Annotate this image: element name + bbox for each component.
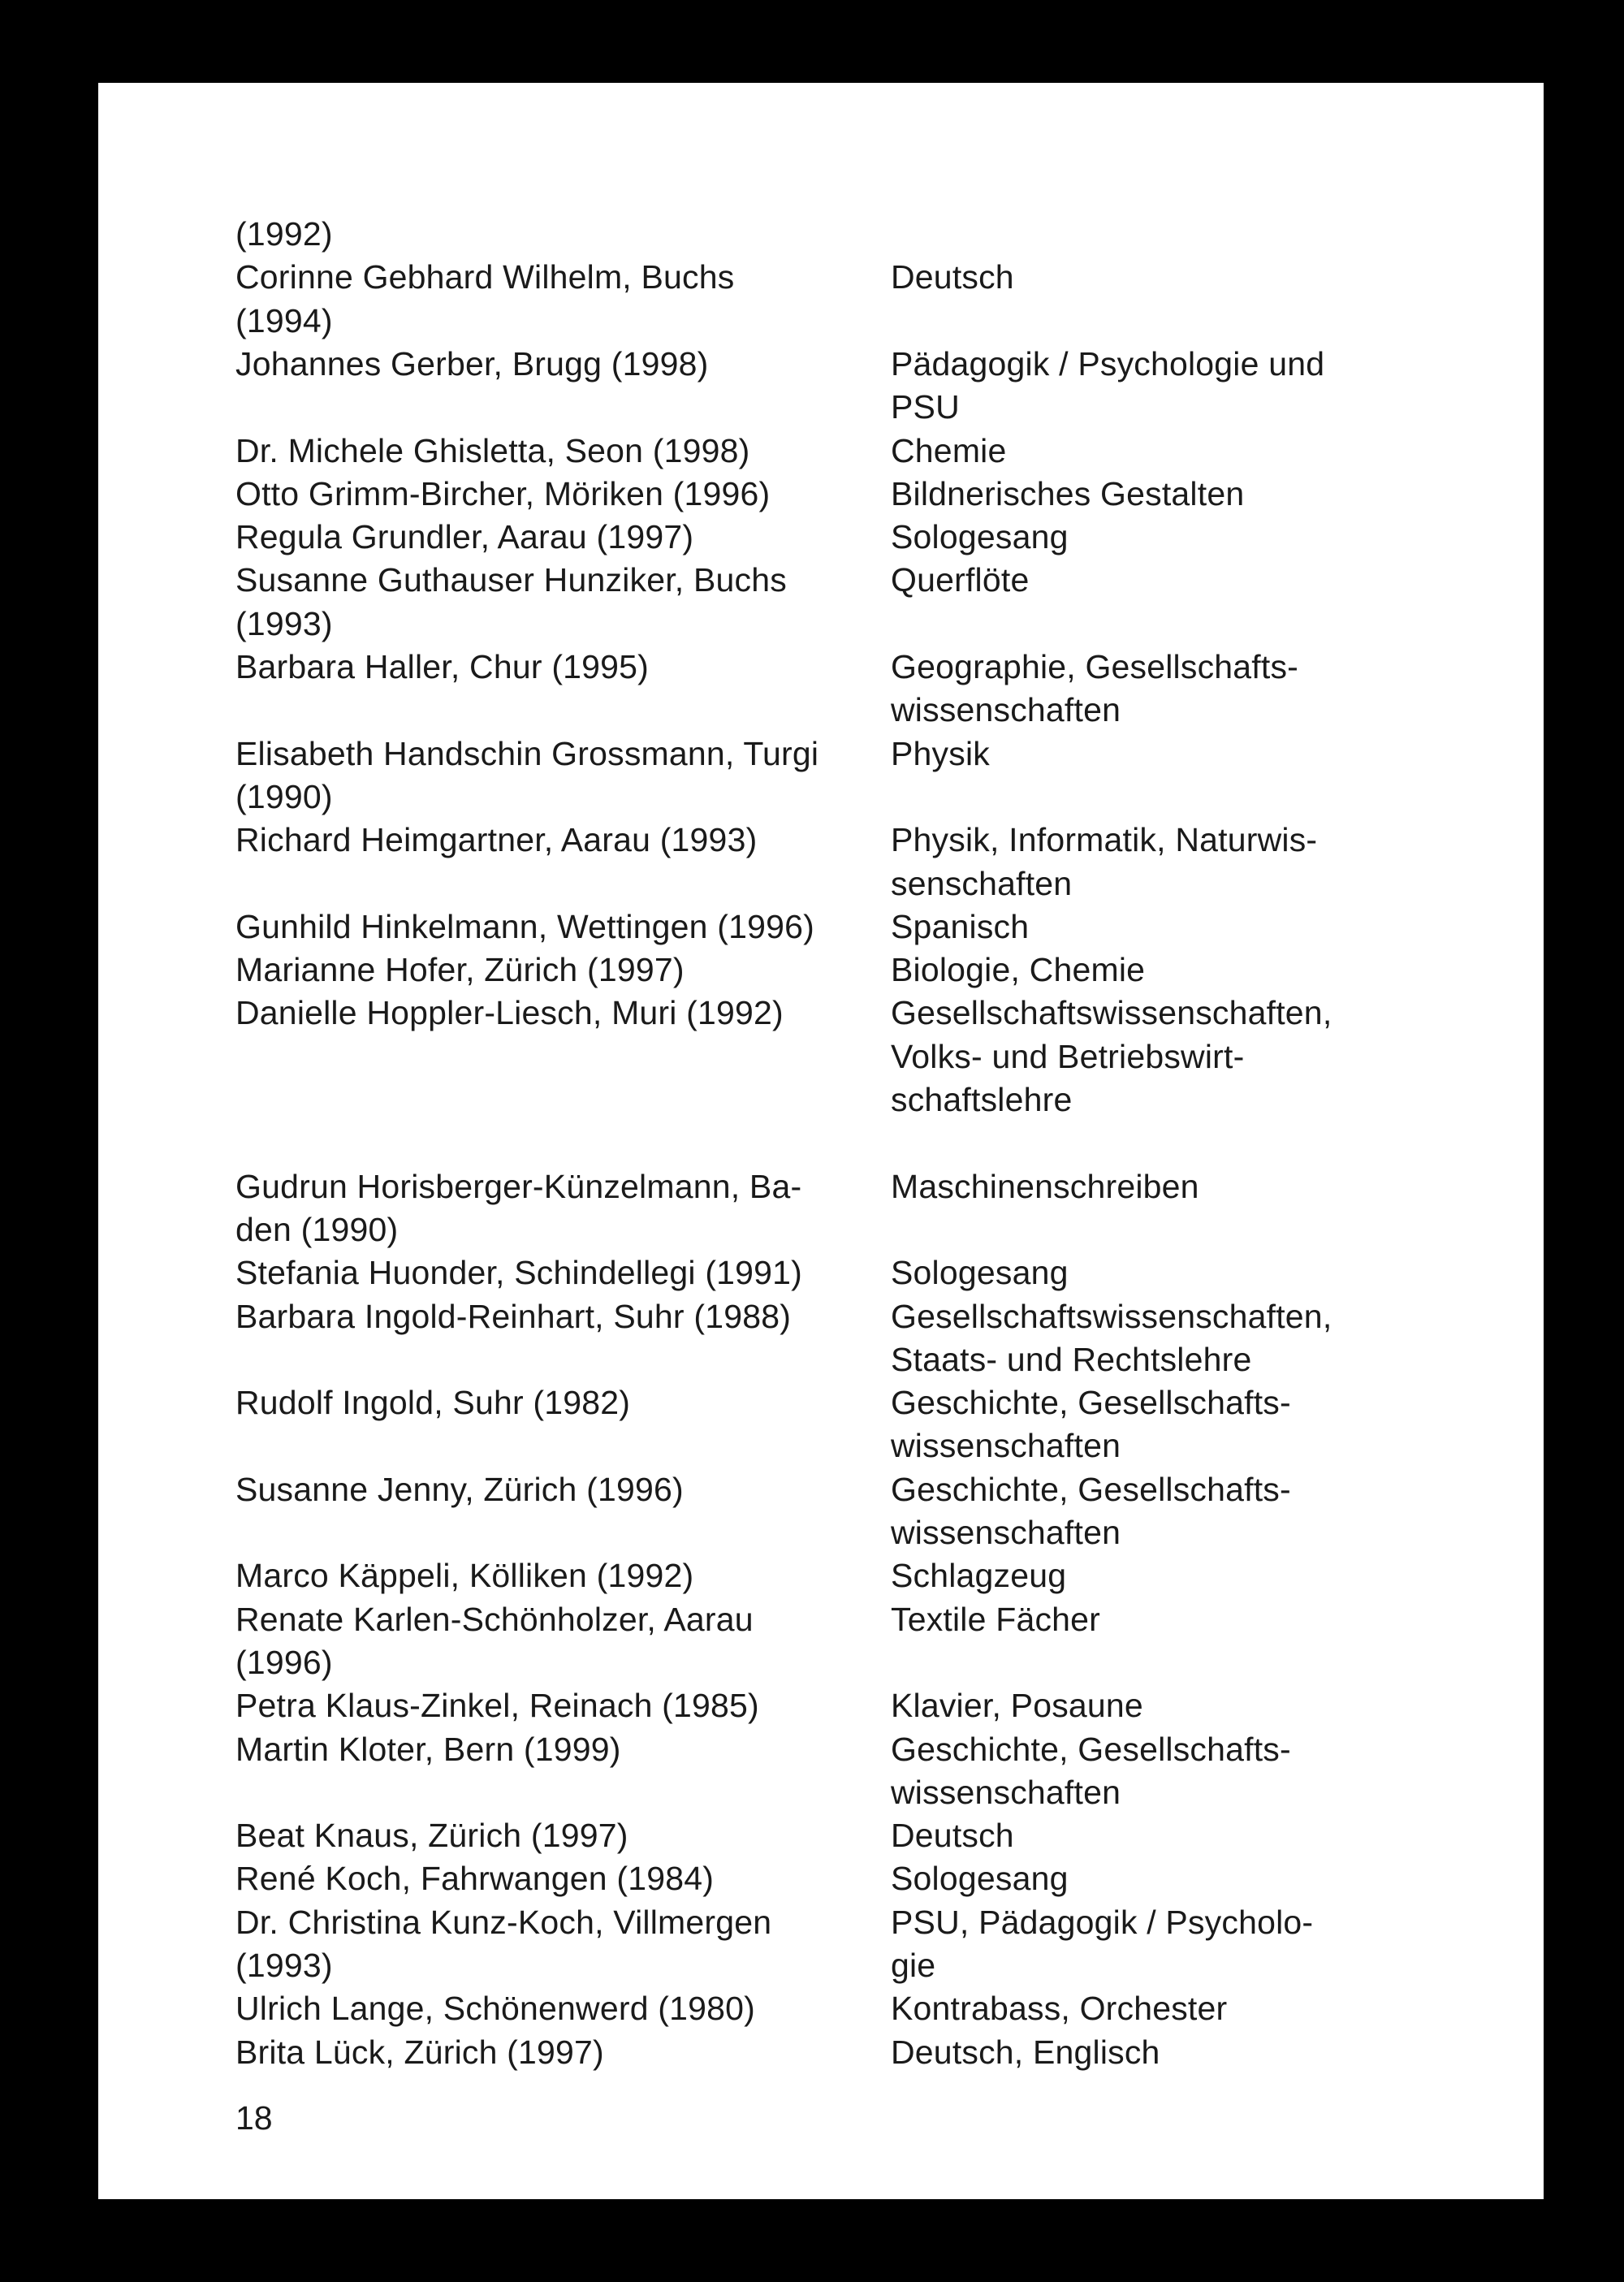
entry-subject: Gesellschaftswissenschaften, [891,994,1332,1031]
entry-name: Petra Klaus-Zinkel, Reinach (1985) [235,1687,759,1724]
entry-subject: Pädagogik / Psychologie und [891,345,1325,382]
entry-subject: Deutsch [891,258,1014,296]
entry-name: (1990) [235,778,333,815]
entry-subject: Deutsch [891,1817,1014,1854]
entry-subject: Staats- und Rechtslehre [891,1341,1252,1378]
entry-subject: Textile Fächer [891,1601,1101,1638]
entry-subject: Physik, Informatik, Naturwis- [891,821,1318,858]
entry-subject: Schlagzeug [891,1557,1067,1594]
entry-name: Beat Knaus, Zürich (1997) [235,1817,628,1854]
entry-name: (1993) [235,605,333,642]
page-number: 18 [235,2099,273,2137]
entry-name: (1996) [235,1644,333,1681]
entry-name: Susanne Guthauser Hunziker, Buchs [235,561,787,599]
entry-name: Richard Heimgartner, Aarau (1993) [235,821,758,858]
entry-subject: Geschichte, Gesellschafts- [891,1731,1291,1768]
entry-subject: Geschichte, Gesellschafts- [891,1471,1291,1508]
entry-subject: schaftslehre [891,1081,1073,1118]
entry-name: Rudolf Ingold, Suhr (1982) [235,1384,631,1421]
entry-subject: Volks- und Betriebswirt- [891,1038,1245,1075]
entry-subject: Querflöte [891,561,1030,599]
entry-subject: Sologesang [891,1254,1069,1291]
entry-subject: wissenschaften [891,1774,1121,1811]
entry-subject: wissenschaften [891,1427,1121,1464]
entry-name: Stefania Huonder, Schindellegi (1991) [235,1254,803,1291]
entry-subject: Spanisch [891,908,1030,945]
entry-subject: senschaften [891,865,1073,902]
entry-subject: Sologesang [891,1860,1069,1897]
entry-name: Barbara Ingold-Reinhart, Suhr (1988) [235,1298,792,1335]
entry-name: Dr. Christina Kunz-Koch, Villmergen [235,1904,772,1941]
entry-name: Barbara Haller, Chur (1995) [235,648,650,685]
entry-name: Corinne Gebhard Wilhelm, Buchs [235,258,735,296]
entry-subject: Sologesang [891,518,1069,555]
entry-subject: gie [891,1947,936,1984]
entry-name: (1992) [235,215,333,253]
entry-name: Susanne Jenny, Zürich (1996) [235,1471,684,1508]
entry-name: Brita Lück, Zürich (1997) [235,2033,604,2071]
entry-name: Otto Grimm-Bircher, Möriken (1996) [235,475,771,512]
entry-name: Gunhild Hinkelmann, Wettingen (1996) [235,908,814,945]
entry-subject: wissenschaften [891,1514,1121,1551]
entry-subject: Deutsch, Englisch [891,2033,1160,2071]
entry-name: Martin Kloter, Bern (1999) [235,1731,621,1768]
entry-subject: Gesellschaftswissenschaften, [891,1298,1332,1335]
entry-name: (1993) [235,1947,333,1984]
entry-name: René Koch, Fahrwangen (1984) [235,1860,715,1897]
document-page [98,83,1544,2199]
entry-name: Ulrich Lange, Schönenwerd (1980) [235,1990,755,2027]
entry-subject: Klavier, Posaune [891,1687,1143,1724]
entry-name: Elisabeth Handschin Grossmann, Turgi [235,735,819,772]
entry-subject: Physik [891,735,990,772]
entry-name: Danielle Hoppler-Liesch, Muri (1992) [235,994,784,1031]
entry-subject: Chemie [891,432,1007,469]
entry-name: Renate Karlen-Schönholzer, Aarau [235,1601,754,1638]
entry-subject: Biologie, Chemie [891,951,1146,988]
entry-name: Marianne Hofer, Zürich (1997) [235,951,685,988]
entry-name: Johannes Gerber, Brugg (1998) [235,345,709,382]
entry-subject: Bildnerisches Gestalten [891,475,1245,512]
entry-subject: Kontrabass, Orchester [891,1990,1228,2027]
entry-name: Regula Grundler, Aarau (1997) [235,518,694,555]
entry-name: Marco Käppeli, Kölliken (1992) [235,1557,694,1594]
entry-name: Gudrun Horisberger-Künzelmann, Ba- [235,1168,802,1205]
entry-subject: PSU, Pädagogik / Psycholo- [891,1904,1314,1941]
entry-subject: Geschichte, Gesellschafts- [891,1384,1291,1421]
entry-subject: wissenschaften [891,691,1121,728]
entry-subject: Geographie, Gesellschafts- [891,648,1299,685]
entry-name: Dr. Michele Ghisletta, Seon (1998) [235,432,750,469]
entry-name: (1994) [235,302,333,339]
entry-subject: Maschinenschreiben [891,1168,1199,1205]
entry-subject: PSU [891,388,960,426]
entry-name: den (1990) [235,1211,399,1248]
